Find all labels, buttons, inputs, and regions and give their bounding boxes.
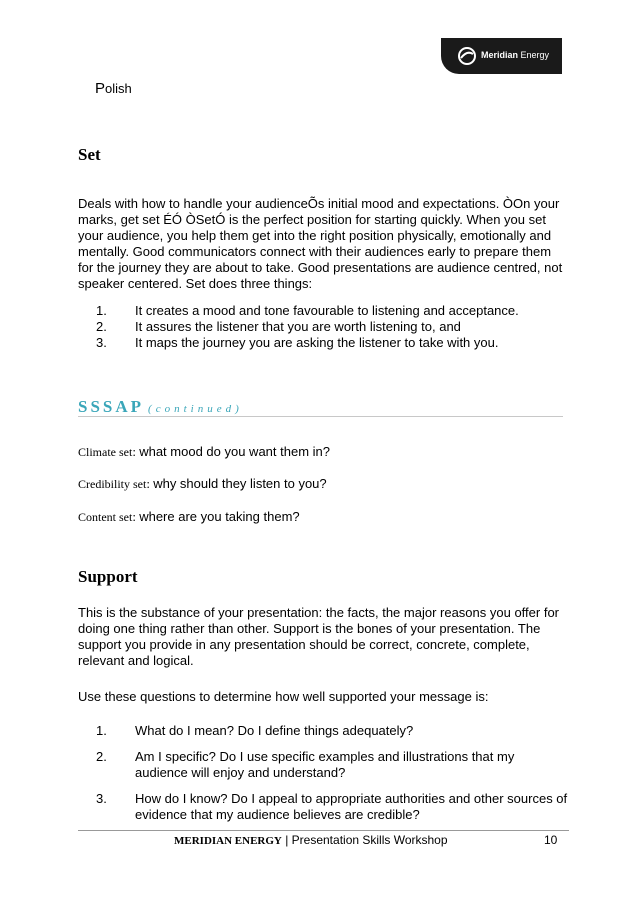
page-number: 10 — [544, 833, 558, 847]
list-item: 3. How do I know? Do I appeal to appropriate authorities and other sources of evidence that my audience believes are credible? — [96, 791, 568, 822]
swirl-icon — [457, 47, 477, 65]
sssap-heading: SSSAP (continued) — [78, 397, 243, 416]
polish-label: Polish — [95, 80, 132, 97]
list-item: 1. It creates a mood and tone favourable to listening and acceptance. — [96, 303, 519, 318]
content-set-line: Content set: where are you taking them? — [78, 509, 300, 524]
set-heading: Set — [78, 145, 101, 164]
list-item: 3. It maps the journey you are asking the listener to take with you. — [96, 335, 499, 350]
set-list — [78, 303, 568, 351]
list-item: 2. Am I specific? Do I use specific examples and illustrations that my audience will enjoy and understand? — [96, 749, 515, 780]
support-paragraph: This is the substance of your presentation: the facts, the major reasons you offer for doing one thing rather than other. Support is the bones of your presentation. The support you provide in any presentation should be correct, concrete, complete, relevant and logical. — [78, 605, 560, 668]
continued-label: (continued) — [148, 403, 243, 415]
list-item: 2. It assures the listener that you are worth listening to, and — [96, 319, 461, 334]
footer-divider — [78, 830, 569, 831]
credibility-set-line: Credibility set: why should they listen to you? — [78, 476, 327, 491]
logo-text: Meridian Energy — [481, 50, 550, 60]
support-heading: Support — [78, 567, 138, 586]
support-list — [78, 723, 568, 833]
set-paragraph: Deals with how to handle your audienceÕs initial mood and expectations. ÒOn your marks, get set ÉÓ ÒSetÓ is the perfect position for starting quickly. When you set your audience, you help them get into the right position physically, emotionally and mentally. Good communicators connect with their audiences early to prepare them for the journey they are about to take. Good presentations are audience centred, not speaker centered. Set does three things: — [78, 196, 563, 291]
list-item: 1. What do I mean? Do I define things adequately? — [96, 723, 414, 738]
meridian-energy-logo — [441, 38, 562, 74]
section-divider — [78, 416, 563, 417]
footer-title: MERIDIAN ENERGY | Presentation Skills Workshop — [174, 833, 448, 847]
support-question: Use these questions to determine how well supported your message is: — [78, 689, 489, 704]
climate-set-line: Climate set: what mood do you want them in? — [78, 444, 330, 459]
